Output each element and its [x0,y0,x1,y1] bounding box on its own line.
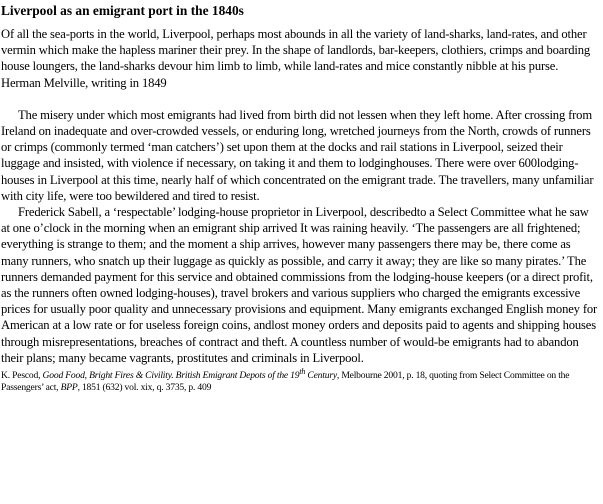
source-citation [1,366,600,393]
citation-book-title: Good Food, Bright Fires & Civility. British Emigrant Depots of the 19th Century [42,367,337,382]
citation-middle: , Melbourne 2001, p. 18, quoting from Select Committee on the Passengers’ act, [1,370,570,393]
citation-prefix: K. Pescod, [1,370,43,382]
melville-quote: Of all the sea-ports in the world, Liverpool, perhaps most abounds in all the variety of land-sharks, land-rates, and other vermin which make the hapless mariner their prey. In the shape of landlords, bar-keepers, clothiers, crimps and boarding house loungers, the land-sharks devour him limb to limb, while land-rates and mice constantly nibble at his purse. [1,27,591,74]
citation-bpp: BPP [60,381,78,393]
paragraph-emigrant-misery: The misery under which most emigrants had lived from birth did not lessen when they left home. After crossing from Ireland on inadequate and over-crowded vessels, or enduring long, wretched journeys from the North, crowds of runners or crimps (commonly termed ‘man catchers’) set upon them at the docks and rail stations in Liverpool, seized their luggage and insisted, with violence if necessary, on taking it and them to lodginghouses. There were over 600lodging-houses in Liverpool at this time, nearly half of which concentrated on the emigrant trade. The travellers, many unfamiliar with city life, were too bewildered and tired to resist. [1,107,594,203]
document-title: Liverpool as an emigrant port in the 1840s [1,3,244,18]
paragraph-sabell-testimony: Frederick Sabell, a ‘respectable’ lodging-house proprietor in Liverpool, describedto a Select Committee what he saw at one o’clock in the morning when an emigrant ship arrived It was raining heavily. ‘The passengers are all frightened; everything is strange to them; and the moment a ship arrives, however many passengers there may be, there come as many runners, who snatch up their luggage as quickly as possible, and carry it away; they are like so many pirates.’ The runners demanded payment for this service and obtained commissions from the lodging-house keepers (or a direct profit, as the runners often owned lodging-houses), travel brokers and various suppliers who charged the emigrants excessive prices for usually poor quality and unnecessary provisions and equipment. Many emigrants exchanged English money for American at a low rate or for useless foreign coins, andlost money orders and deposits paid to agents and shipping houses through misrepresentations, breaches of contract and theft. A countless number of would-be emigrants had to abandon their plans; many became vagrants, prostitutes and criminals in Liverpool. [1,205,598,365]
citation-suffix: , 1851 (632) vol. xix, q. 3735, p. 409 [77,381,212,393]
quote-attribution: Herman Melville, writing in 1849 [1,75,167,90]
citation-superscript: th [299,367,306,377]
